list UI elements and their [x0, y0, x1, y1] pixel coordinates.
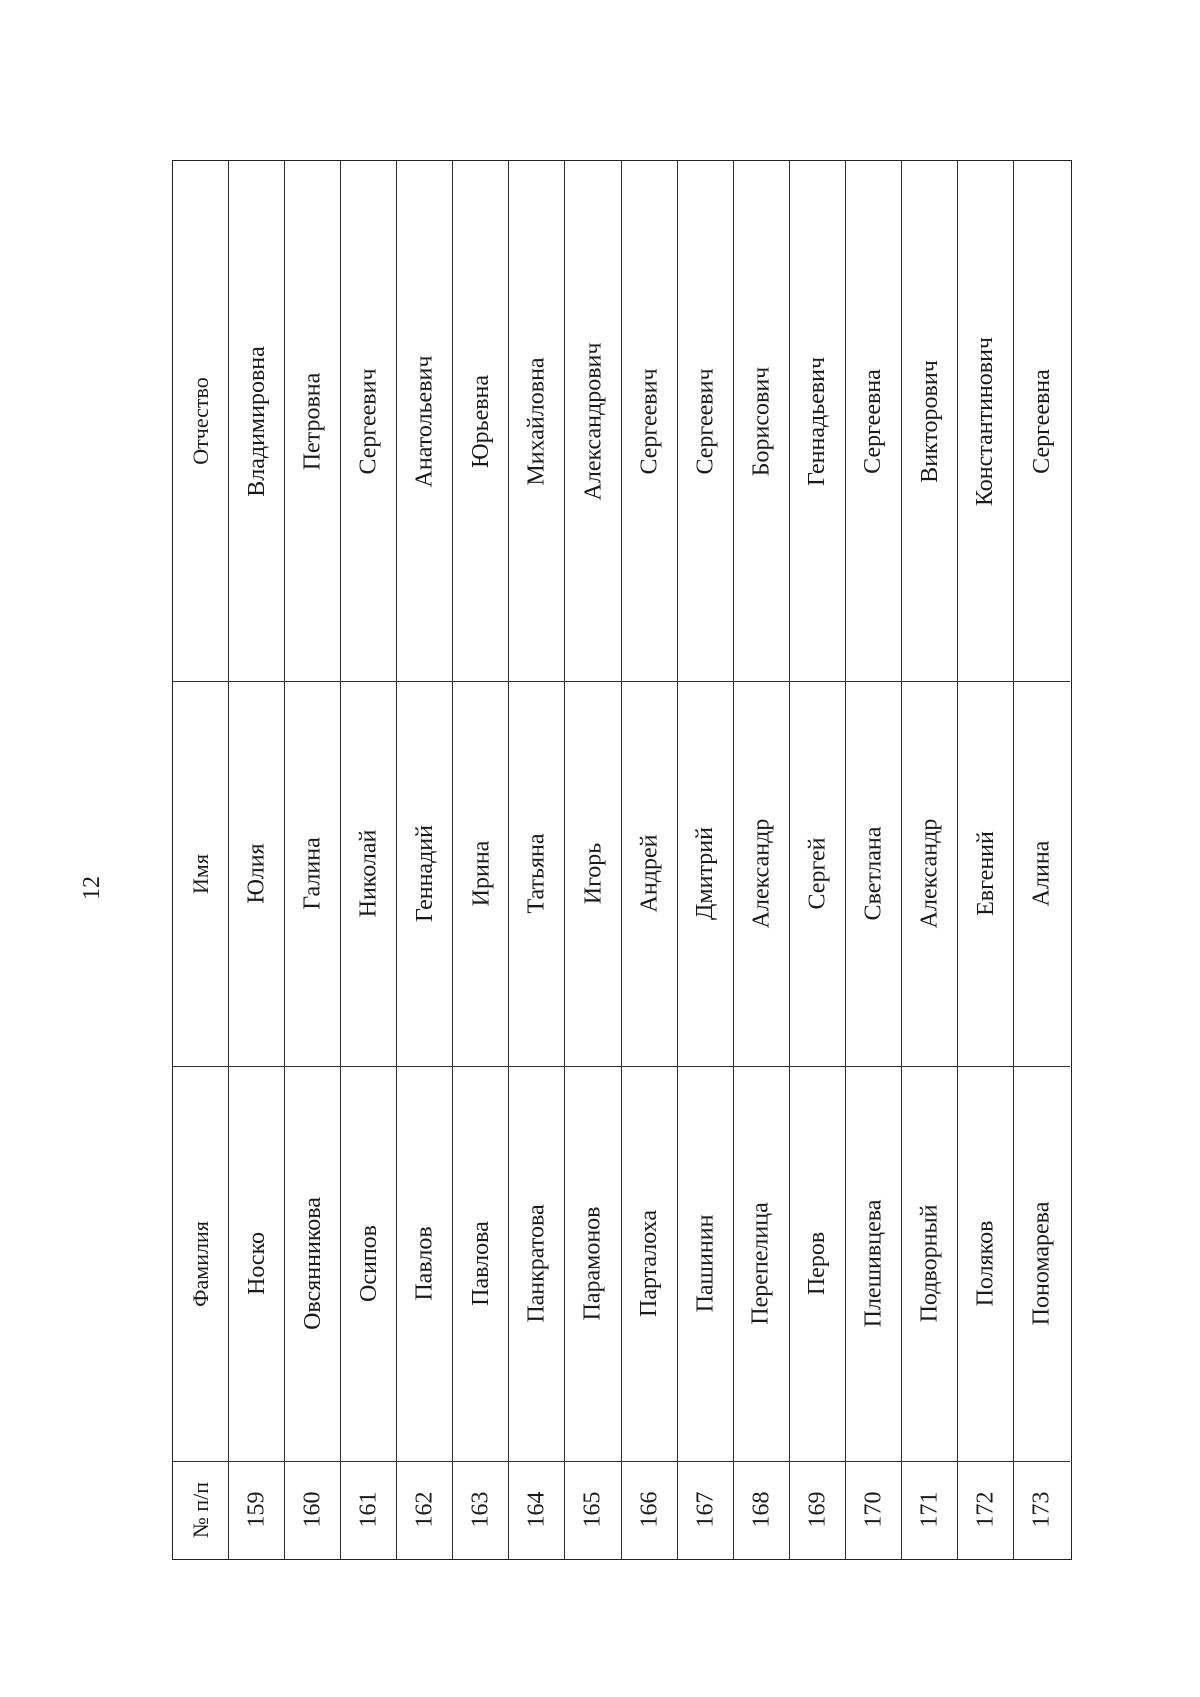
number-cell-text: 170: [860, 1491, 887, 1528]
patronymic-cell-text: Сергеевна: [860, 368, 887, 474]
header-num: [173, 1461, 229, 1558]
number-cell: [622, 1461, 678, 1558]
number-cell: [846, 1461, 902, 1558]
patronymic-cell: [678, 161, 734, 681]
surname-cell: [1014, 1066, 1070, 1461]
table-header-row: [173, 161, 229, 1559]
surname-cell-text: Подворный: [916, 1204, 943, 1323]
name-cell-text: Александр: [916, 818, 943, 929]
table-row: [846, 161, 902, 1559]
surname-cell: [790, 1066, 846, 1461]
name-cell: [565, 681, 621, 1066]
patronymic-cell: [734, 161, 790, 681]
cell-divider: [678, 681, 734, 682]
cell-divider: [734, 1461, 790, 1462]
number-cell: [790, 1461, 846, 1558]
number-cell-text: 173: [1028, 1491, 1055, 1528]
patronymic-cell-text: Борисович: [748, 366, 775, 476]
number-cell-text: 159: [243, 1491, 270, 1528]
number-cell: [285, 1461, 341, 1558]
page-number: 12: [79, 876, 105, 900]
cell-divider: [509, 681, 565, 682]
name-cell-text: Геннадий: [411, 825, 438, 922]
table-row: [622, 161, 678, 1559]
cell-divider: [565, 1461, 621, 1462]
patronymic-cell: [397, 161, 453, 681]
patronymic-cell-text: Петровна: [299, 372, 326, 470]
surname-cell-text: Носко: [243, 1231, 270, 1296]
cell-divider: [622, 681, 678, 682]
number-cell: [678, 1461, 734, 1558]
number-cell-text: 166: [636, 1491, 663, 1528]
surname-cell-text: Овсянникова: [299, 1197, 326, 1330]
patronymic-cell-text: Анатольевич: [411, 355, 438, 487]
cell-divider: [902, 1461, 958, 1462]
cell-divider: [678, 1461, 734, 1462]
header-surname-label: Фамилия: [188, 1220, 214, 1307]
table-row: [565, 161, 621, 1559]
cell-divider: [397, 681, 453, 682]
patronymic-cell-text: Александрович: [579, 342, 606, 500]
number-cell-text: 163: [467, 1491, 494, 1528]
surname-cell: [509, 1066, 565, 1461]
header-patronymic: [173, 161, 229, 681]
cell-divider: [622, 1461, 678, 1462]
number-cell-text: 162: [411, 1491, 438, 1528]
cell-divider: [1014, 681, 1070, 682]
surname-cell: [678, 1066, 734, 1461]
name-cell-text: Галина: [299, 837, 326, 910]
cell-divider: [341, 681, 397, 682]
patronymic-cell-text: Константинович: [972, 336, 999, 506]
cell-divider: [790, 1461, 846, 1462]
table-row: [790, 161, 846, 1559]
name-cell: [902, 681, 958, 1066]
table-row: [509, 161, 565, 1559]
cell-divider: [958, 1461, 1014, 1462]
patronymic-cell: [846, 161, 902, 681]
surname-cell: [285, 1066, 341, 1461]
surname-cell: [229, 1066, 285, 1461]
name-cell-text: Евгений: [972, 831, 999, 916]
surname-cell-text: Павлова: [467, 1221, 494, 1306]
cell-divider: [285, 681, 341, 682]
cell-divider: [285, 1461, 341, 1462]
name-cell-text: Игорь: [579, 842, 606, 905]
surname-cell: [453, 1066, 509, 1461]
patronymic-cell: [958, 161, 1014, 681]
patronymic-cell: [565, 161, 621, 681]
patronymic-cell: [453, 161, 509, 681]
table-row: [902, 161, 958, 1559]
cell-divider: [734, 1066, 790, 1067]
surname-cell: [846, 1066, 902, 1461]
patronymic-cell-text: Геннадьевич: [804, 356, 831, 486]
number-cell: [902, 1461, 958, 1558]
number-cell-text: 167: [692, 1491, 719, 1528]
name-cell-text: Николай: [355, 829, 382, 918]
cell-divider: [958, 1066, 1014, 1067]
name-cell-text: Дмитрий: [692, 827, 719, 920]
number-cell: [397, 1461, 453, 1558]
patronymic-cell: [509, 161, 565, 681]
patronymic-cell-text: Владимировна: [243, 345, 270, 497]
table-row: [678, 161, 734, 1559]
name-cell: [734, 681, 790, 1066]
patronymic-cell-text: Викторович: [916, 359, 943, 483]
number-cell-text: 165: [579, 1491, 606, 1528]
surname-cell-text: Перепелица: [748, 1202, 775, 1325]
cell-divider: [341, 1461, 397, 1462]
table-row: [341, 161, 397, 1559]
patronymic-cell: [1014, 161, 1070, 681]
header-patronymic-label: Отчество: [188, 377, 214, 465]
table-row: [734, 161, 790, 1559]
cell-divider: [958, 681, 1014, 682]
name-cell-text: Александр: [748, 818, 775, 929]
cell-divider: [790, 1066, 846, 1067]
cell-divider: [565, 1066, 621, 1067]
cell-divider: [453, 1066, 509, 1067]
number-cell-text: 171: [916, 1491, 943, 1528]
cell-divider: [902, 1066, 958, 1067]
table-row: [453, 161, 509, 1559]
header-name-label: Имя: [188, 853, 214, 894]
patronymic-cell: [622, 161, 678, 681]
name-cell-text: Андрей: [636, 834, 663, 913]
table-row: [1014, 161, 1070, 1559]
cell-divider: [846, 681, 902, 682]
cell-divider: [229, 1461, 285, 1462]
cell-divider: [846, 1066, 902, 1067]
name-cell: [229, 681, 285, 1066]
surname-cell-text: Поляков: [972, 1220, 999, 1307]
cell-divider: [397, 1461, 453, 1462]
header-name: [173, 681, 229, 1066]
number-cell-text: 169: [804, 1491, 831, 1528]
patronymic-cell: [229, 161, 285, 681]
name-cell: [509, 681, 565, 1066]
surname-cell: [565, 1066, 621, 1461]
cell-divider: [734, 681, 790, 682]
number-cell: [509, 1461, 565, 1558]
name-cell-text: Юлия: [243, 843, 270, 904]
patronymic-cell-text: Сергеевич: [355, 367, 382, 475]
name-cell-text: Алина: [1028, 840, 1055, 907]
cell-divider: [173, 1461, 229, 1462]
cell-divider: [341, 1066, 397, 1067]
cell-divider: [846, 1461, 902, 1462]
patronymic-cell: [341, 161, 397, 681]
number-cell: [453, 1461, 509, 1558]
surname-cell-text: Перов: [804, 1231, 831, 1296]
patronymic-cell: [902, 161, 958, 681]
number-cell: [341, 1461, 397, 1558]
cell-divider: [790, 681, 846, 682]
cell-divider: [229, 681, 285, 682]
cell-divider: [509, 1066, 565, 1067]
cell-divider: [1014, 1461, 1070, 1462]
cell-divider: [509, 1461, 565, 1462]
name-cell: [790, 681, 846, 1066]
patronymic-cell-text: Сергеевна: [1028, 368, 1055, 474]
patronymic-cell: [790, 161, 846, 681]
cell-divider: [902, 681, 958, 682]
number-cell-text: 164: [523, 1491, 550, 1528]
surname-cell: [958, 1066, 1014, 1461]
number-cell: [565, 1461, 621, 1558]
patronymic-cell-text: Сергеевич: [636, 367, 663, 475]
name-cell: [285, 681, 341, 1066]
cell-divider: [285, 1066, 341, 1067]
name-cell-text: Татьяна: [523, 833, 550, 914]
surname-cell-text: Павлов: [411, 1226, 438, 1301]
cell-divider: [565, 681, 621, 682]
number-cell: [1014, 1461, 1070, 1558]
name-cell: [397, 681, 453, 1066]
name-cell: [622, 681, 678, 1066]
surname-cell-text: Осипов: [355, 1224, 382, 1303]
surname-cell-text: Панкратова: [523, 1204, 550, 1323]
number-cell: [229, 1461, 285, 1558]
surname-cell-text: Плешивцева: [860, 1199, 887, 1328]
name-cell: [1014, 681, 1070, 1066]
cell-divider: [622, 1066, 678, 1067]
name-cell-text: Ирина: [467, 840, 494, 907]
surname-cell: [341, 1066, 397, 1461]
name-cell: [341, 681, 397, 1066]
cell-divider: [229, 1066, 285, 1067]
number-cell: [958, 1461, 1014, 1558]
number-cell-text: 172: [972, 1491, 999, 1528]
surname-cell: [622, 1066, 678, 1461]
number-cell-text: 161: [355, 1491, 382, 1528]
table-row: [397, 161, 453, 1559]
cell-divider: [173, 681, 229, 682]
header-num-label: № п/п: [188, 1481, 214, 1538]
patronymic-cell: [285, 161, 341, 681]
surname-cell-text: Парамонов: [579, 1206, 606, 1321]
cell-divider: [453, 1461, 509, 1462]
number-cell: [734, 1461, 790, 1558]
name-cell: [846, 681, 902, 1066]
cell-divider: [173, 1066, 229, 1067]
participants-table: [172, 160, 1072, 1560]
number-cell-text: 168: [748, 1491, 775, 1528]
name-cell-text: Светлана: [860, 826, 887, 921]
surname-cell-text: Пономарева: [1028, 1201, 1055, 1326]
table-row: [958, 161, 1014, 1559]
surname-cell: [397, 1066, 453, 1461]
patronymic-cell-text: Сергеевич: [692, 367, 719, 475]
patronymic-cell-text: Михайловна: [523, 356, 550, 486]
cell-divider: [1014, 1066, 1070, 1067]
patronymic-cell-text: Юрьевна: [467, 374, 494, 468]
surname-cell: [734, 1066, 790, 1461]
cell-divider: [678, 1066, 734, 1067]
table-row: [285, 161, 341, 1559]
name-cell-text: Сергей: [804, 837, 831, 910]
header-surname: [173, 1066, 229, 1461]
table-row: [229, 161, 285, 1559]
cell-divider: [397, 1066, 453, 1067]
number-cell-text: 160: [299, 1491, 326, 1528]
name-cell: [453, 681, 509, 1066]
surname-cell-text: Пашинин: [692, 1214, 719, 1313]
surname-cell-text: Парталоха: [636, 1209, 663, 1318]
name-cell: [958, 681, 1014, 1066]
surname-cell: [902, 1066, 958, 1461]
cell-divider: [453, 681, 509, 682]
name-cell: [678, 681, 734, 1066]
